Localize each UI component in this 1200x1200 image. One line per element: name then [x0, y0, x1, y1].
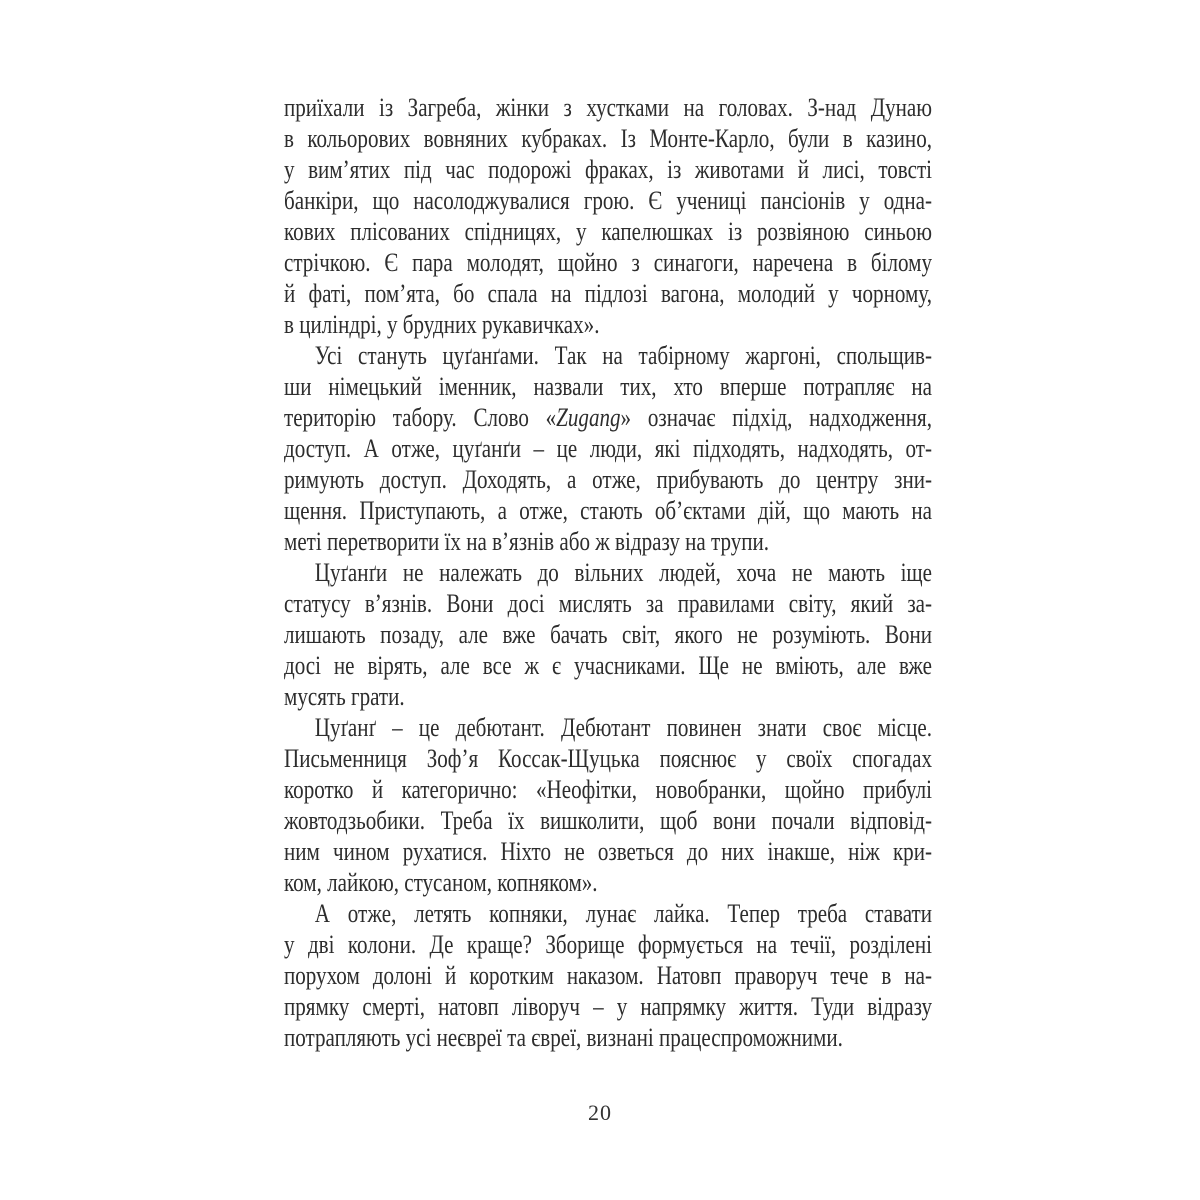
page-number: 20	[588, 1100, 612, 1125]
text-line: прямку смерті, натовп ліворуч – у напрямку життя. Туди відразу	[284, 992, 932, 1021]
text-line: ним чином рухатися. Ніхто не озветься до них інакше, ніж кри-	[284, 837, 932, 866]
paragraph-2	[284, 340, 932, 557]
text-line: кових плісованих спідницях, у капелюшках із розвіяною синьою	[284, 217, 932, 246]
text-line: стрічкою. Є пара молодят, щойно з синагоги, наречена в білому	[284, 248, 932, 277]
text-line: Письменниця Зоф’я Коссак-Щуцька пояснює у своїх спогадах	[284, 744, 932, 773]
text-segment: територію табору. Слово «	[284, 403, 557, 432]
text-line: А отже, летять копняки, лунає лайка. Тепер треба ставати	[314, 899, 932, 928]
text-line: в кольорових вовняних кубраках. Із Монте-Карло, були в казино,	[284, 124, 932, 153]
text-line: ши німецький іменник, назвали тих, хто вперше потрапляє на	[284, 372, 932, 401]
text-line: коротко й категорично: «Неофітки, новобранки, щойно прибулі	[284, 775, 932, 804]
text-line: в циліндрі, у брудних рукавичках».	[284, 310, 600, 339]
text-line: Цуґанґи не належать до вільних людей, хоча не мають іще	[314, 558, 932, 587]
text-line: потрапляють усі неєвреї та євреї, визнані працеспроможними.	[284, 1023, 843, 1052]
text-line	[284, 402, 932, 433]
text-line: жовтодзьобики. Треба їх вишколити, щоб вони почали відповід-	[284, 806, 932, 835]
paragraph-5	[284, 898, 932, 1053]
text-line: Цуґанґ – це дебютант. Дебютант повинен знати своє місце.	[314, 713, 932, 742]
text-line: ком, лайкою, стусаном, копняком».	[284, 868, 598, 897]
text-segment: » означає підхід, надходження,	[620, 403, 932, 432]
text-line: Усі стануть цуґанґами. Так на табірному жаргоні, спольщив-	[314, 341, 932, 370]
text-line: у вим’ятих під час подорожі фраках, із животами й лисі, товсті	[284, 155, 932, 184]
text-line: мусять грати.	[284, 682, 405, 711]
text-line: банкіри, що насолоджувалися грою. Є учениці пансіонів у одна-	[284, 186, 932, 215]
text-line: досі не вірять, але все ж є учасниками. Ще не вміють, але вже	[284, 651, 932, 680]
text-line: меті перетворити їх на в’язнів або ж відразу на трупи.	[284, 527, 770, 556]
paragraph-4	[284, 712, 932, 898]
body-text	[284, 92, 932, 1053]
text-line: порухом долоні й коротким наказом. Натовп праворуч тече в на-	[284, 961, 932, 990]
italic-word: Zugang	[556, 403, 621, 432]
text-line: у дві колони. Де краще? Зборище формується на течії, розділені	[284, 930, 932, 959]
text-line: й фаті, пом’ята, бо спала на підлозі вагона, молодий у чорному,	[284, 279, 932, 308]
text-line: щення. Приступають, а отже, стають об’єктами дій, що мають на	[284, 496, 932, 525]
text-line: приїхали із Загреба, жінки з хустками на головах. З-над Дунаю	[284, 93, 932, 122]
text-line: лишають позаду, але вже бачать світ, якого не розуміють. Вони	[284, 620, 932, 649]
text-line: доступ. А отже, цуґанґи – це люди, які підходять, надходять, от-	[284, 434, 932, 463]
paragraph-1	[284, 92, 932, 340]
text-line: римують доступ. Доходять, а отже, прибувають до центру зни-	[284, 465, 932, 494]
text-line: статусу в’язнів. Вони досі мислять за правилами світу, який за-	[284, 589, 932, 618]
paragraph-3	[284, 557, 932, 712]
